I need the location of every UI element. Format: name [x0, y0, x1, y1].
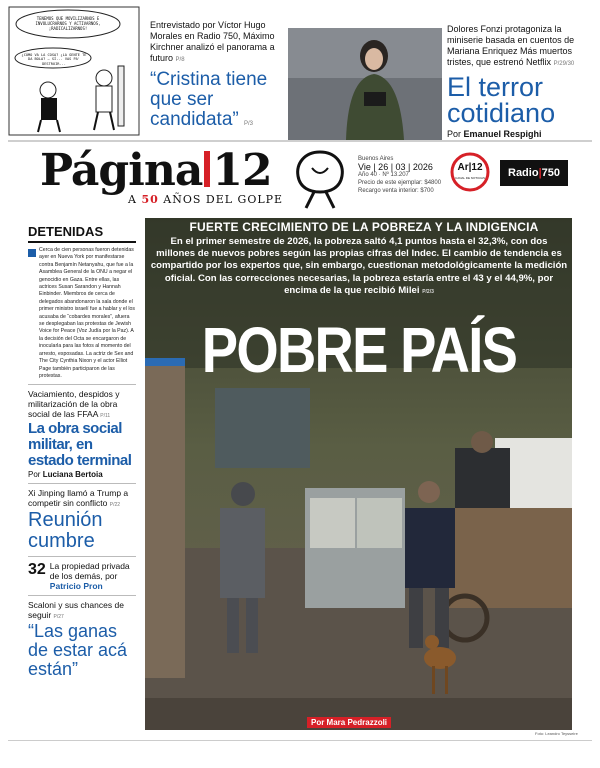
radio-name: Radio	[508, 167, 539, 179]
edition-city: Buenos Aires	[358, 156, 394, 162]
fonzi-headline: El terror cotidiano	[447, 72, 556, 128]
main-kicker: FUERTE CRECIMIENTO DE LA POBREZA Y LA INDIGENCIA	[189, 220, 539, 234]
top-story-intro-text: Entrevistado por Víctor Hugo Morales en Radio 750, Máximo Kirchner analizó el panorama a futuro	[150, 20, 275, 63]
bullet-icon	[28, 249, 36, 257]
page-ref: P/29/30	[553, 61, 575, 67]
logo-right: 12	[212, 145, 272, 196]
page-ref: P/22	[109, 502, 121, 509]
detenidas-block[interactable]	[28, 247, 136, 380]
top-divider	[8, 140, 592, 142]
story-obra-social[interactable]	[28, 389, 136, 479]
radio750-logo[interactable]	[500, 160, 568, 186]
tagline	[128, 193, 283, 206]
main-headline[interactable]: POBRE PAÍS	[201, 314, 517, 386]
section-detenidas: DETENIDAS	[28, 224, 136, 243]
divider	[28, 556, 136, 557]
edition-issue: Año 40 · Nº 13.207	[358, 172, 409, 178]
divider	[28, 595, 136, 596]
byline-prefix: Por	[447, 129, 462, 139]
page-ref: P/3	[244, 121, 254, 127]
white-scarf-icon	[290, 148, 350, 210]
top-story-quote	[150, 70, 285, 134]
main-deck-text: En el primer semestre de 2026, la pobreza saltó 4,1 puntos hasta el 32,3%, con dos millones de nuevos pobres según las propias cifras del Indec. El cambio de tendencia es compartido por los expertos que, sin embargo, cuestionan metodológicamente la medición oficial. Con las correcciones necesarias, la pobreza estaría entre el 43 y el 44,9%, por encima de la que recibió Milei	[150, 236, 568, 296]
byline-name: Emanuel Respighi	[463, 129, 542, 139]
story-headline: La obra social militar, en estado terminal	[28, 420, 132, 470]
fonzi-intro-text: Dolores Fonzi protagoniza la miniserie basada en cuentos de Mariana Enriquez Más muertos tristes, que estrenó Netflix	[447, 24, 575, 67]
tagline-number: 50	[141, 193, 159, 206]
fonzi-photo-image	[288, 28, 442, 140]
left-column	[28, 224, 136, 679]
radio-slash: |	[538, 167, 542, 179]
byline-name: Patricio Pron	[49, 581, 103, 592]
story-lead-text: Scaloni y sus chances de seguir	[28, 600, 124, 621]
ar12-sub: CANAL DE NOTICIAS	[455, 176, 485, 180]
cartoon-bubble-1: TENEMOS QUE MOVILIZARNOS E INVOLUCRARNOS Y ACTIVARNOS, ¡RADICALIZARNOS!	[35, 16, 101, 31]
edition-date: Vie | 26 | 03 | 2026	[358, 162, 433, 172]
detenidas-body: Cerca de cien personas fueron detenidas ayer en Nueva York por manifestarse contra Benjamín Netanyahu, que fue a la Asamblea General de la ONU a negar el genocidio en Gaza. Entre ellas, las actrices Susan Sarandon y Hannah Einbinder. Miembros de cerca de delegados abandonaron la sala donde el primer ministro israelí fue a hablar y el los acusaba de “cobardes morales”, afuera se desplegaban las protestas de Jewish Voice for Peace (Voz Judía por la Paz). A la decisión del Octa se encargaron de inocularla para las fotos al momento del arresto, esposadas. La actriz de Sex and The City Cynthia Nixon y el actor Elliot Page también participaron de las protestas.	[39, 247, 136, 379]
story-lead	[28, 488, 136, 510]
divider	[28, 483, 136, 484]
story-lead	[28, 600, 136, 622]
page-ref: P/8	[175, 57, 185, 63]
fonzi-intro	[447, 24, 595, 70]
story-number: 32	[28, 561, 46, 579]
story-lead-text: Xi Jinping llamó a Trump a competir sin conflicto	[28, 488, 129, 509]
fonzi-byline	[447, 129, 595, 139]
story-text-body: La propiedad privada de los demás, por	[49, 561, 130, 582]
story-reunion-cumbre[interactable]	[28, 488, 136, 552]
byline-prefix: Por	[28, 470, 41, 480]
ar12-name: Ar|12	[457, 162, 483, 173]
main-byline[interactable]: Por Mara Pedrazzoli	[307, 717, 391, 728]
divider	[28, 384, 136, 385]
story-headline: Reunión cumbre	[28, 509, 103, 553]
story-lead-text: Vaciamiento, despidos y militarización de la obra social de las FFAA	[28, 389, 120, 420]
ar12-logo[interactable]	[450, 152, 490, 192]
newspaper-logo[interactable]	[40, 145, 272, 196]
bottom-rule	[8, 740, 592, 741]
top-story-quote-text: “Cristina tiene que ser candidata”	[150, 69, 268, 130]
radio-number: 750	[541, 167, 560, 179]
story-headline: “Las ganas de estar acá están”	[28, 621, 128, 680]
top-story-maximo[interactable]	[150, 20, 285, 134]
edition-info	[358, 155, 453, 195]
top-story-fonzi[interactable]	[447, 24, 595, 139]
edition-surcharge: Recargo venta interior: $700	[358, 188, 434, 194]
story-byline	[28, 470, 136, 479]
tagline-suffix: AÑOS DEL GOLPE	[163, 193, 284, 206]
page-ref: P/2/3	[422, 288, 434, 295]
byline-name: Luciana Bertoia	[42, 470, 103, 480]
page-ref: P/27	[53, 614, 64, 621]
page-ref: P/11	[100, 413, 111, 420]
edition-price: Precio de este ejemplar: $4800	[358, 180, 442, 186]
main-deck	[150, 236, 568, 298]
logo-left: Página	[40, 145, 203, 196]
story-scaloni[interactable]	[28, 600, 136, 679]
top-story-intro	[150, 20, 285, 66]
story-propiedad[interactable]	[28, 561, 136, 591]
fonzi-photo	[288, 28, 442, 140]
story-lead	[28, 389, 136, 421]
story-text	[50, 561, 136, 591]
logo-bar	[204, 151, 210, 187]
photo-credit: Foto: Leandro Teysseire	[535, 731, 578, 736]
cartoon-bubble-2: ¿CÓMO VA LA COSA? ¿LA GENTE TE DA BOLA? — SÍ... VAS PA' DESTRUIR...	[21, 53, 87, 66]
cartoon-strip	[8, 6, 140, 136]
tagline-prefix: A	[128, 193, 137, 206]
